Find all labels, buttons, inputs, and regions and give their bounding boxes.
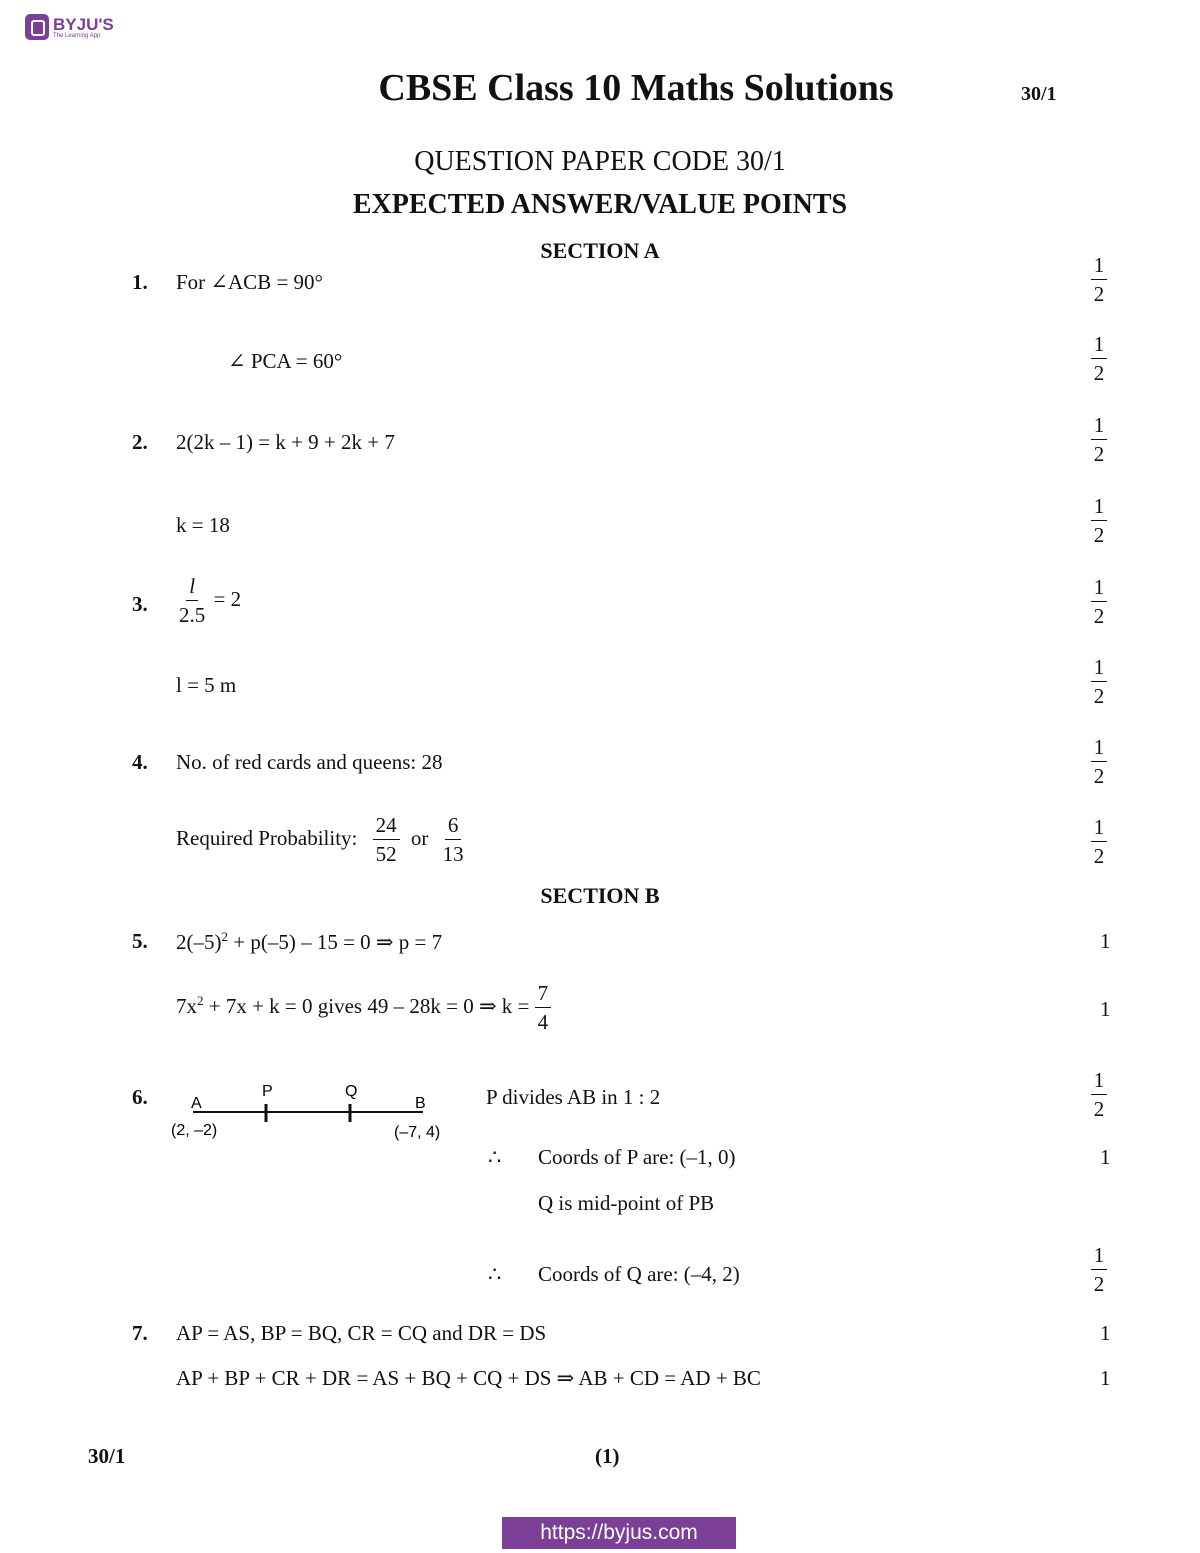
- q6-line2: Coords of P are: (–1, 0): [538, 1145, 736, 1169]
- q6-therefore-1: ∴: [488, 1145, 502, 1169]
- byjus-logo-icon: [25, 14, 49, 40]
- brand-tagline: The Learning App: [53, 32, 101, 39]
- label-q: Q: [345, 1083, 358, 1100]
- q1-line2: ∠ PCA = 60°: [228, 349, 343, 373]
- label-a: A: [191, 1095, 202, 1112]
- q4-line2: Required Probability: $\frac{24}{52}$ or $\frac{6}{13}$: [176, 813, 464, 866]
- q6-mark2: 1: [1100, 1145, 1111, 1169]
- q4-or: or: [410, 825, 429, 850]
- page-number: (1): [595, 1444, 620, 1468]
- question-paper-code: QUESTION PAPER CODE 30/1: [414, 146, 786, 177]
- q4-line1: No. of red cards and queens: 28: [176, 750, 443, 774]
- q3-mark1: $\frac{1}{2}$: [1088, 577, 1110, 627]
- q4-prob-label: Required Probability:: [176, 825, 358, 850]
- byjus-logo: [25, 14, 114, 40]
- q2-mark2: $\frac{1}{2}$: [1088, 496, 1110, 546]
- coord-b: (–7, 4): [394, 1124, 441, 1141]
- q2-line2: k = 18: [176, 513, 230, 537]
- q5-mark2: 1: [1100, 997, 1111, 1021]
- brand-name: BYJU'S: [53, 14, 114, 34]
- paper-code-top: 30/1: [1021, 83, 1057, 105]
- coord-a: (2, –2): [171, 1122, 218, 1139]
- q5-mark1: 1: [1100, 929, 1111, 953]
- label-b: B: [415, 1095, 426, 1112]
- q4-mark1: $\frac{1}{2}$: [1088, 737, 1110, 787]
- q3-frac-num: l: [186, 576, 198, 601]
- q6-number: 6.: [132, 1085, 148, 1109]
- q3-line2: l = 5 m: [176, 673, 237, 697]
- q6-mark1: $\frac{1}{2}$: [1088, 1070, 1110, 1120]
- q5-line1: $2(-5)^2 + p(-5) - 15 = 0$ ⇒ p = 7: [176, 929, 443, 954]
- q7-mark2: 1: [1100, 1366, 1111, 1390]
- q3-number: 3.: [132, 592, 148, 616]
- q2-number: 2.: [132, 430, 148, 454]
- q7-number: 7.: [132, 1321, 148, 1345]
- q3-equation: [176, 576, 241, 626]
- q1-mark2: $\frac{1}{2}$: [1088, 334, 1110, 384]
- q6-line-segment-figure: [165, 1078, 455, 1148]
- q6-line3: Q is mid-point of PB: [538, 1191, 715, 1215]
- q1-number: 1.: [132, 270, 148, 294]
- label-p: P: [262, 1083, 273, 1100]
- website-link[interactable]: https://byjus.com: [502, 1517, 736, 1549]
- q5-line2: $7x^2 + 7x + k = 0$ gives 49 – 28k = 0 ⇒ k = $\frac{7}{4}$: [176, 983, 551, 1033]
- subtitle: EXPECTED ANSWER/VALUE POINTS: [352, 189, 848, 220]
- q6-line1: P divides AB in 1 : 2: [486, 1085, 661, 1109]
- q4-number: 4.: [132, 750, 148, 774]
- q7-line2: AP + BP + CR + DR = AS + BQ + CQ + DS ⇒ AB + CD = AD + BC: [176, 1366, 761, 1390]
- q5-number: 5.: [132, 929, 148, 953]
- q7-mark1: 1: [1100, 1321, 1111, 1345]
- q4-mark2: $\frac{1}{2}$: [1088, 817, 1110, 867]
- page-title: CBSE Class 10 Maths Solutions: [378, 67, 894, 109]
- q6-mark3: $\frac{1}{2}$: [1088, 1245, 1110, 1295]
- q6-therefore-2: ∴: [488, 1262, 502, 1286]
- section-b-heading: SECTION B: [540, 883, 660, 908]
- q1-mark1: $\frac{1}{2}$: [1088, 255, 1110, 305]
- q3-frac-den: 2.5: [179, 603, 206, 627]
- q2-mark1: $\frac{1}{2}$: [1088, 415, 1110, 465]
- q6-line4: Coords of Q are: (–4, 2): [538, 1262, 740, 1286]
- q2-line1: 2(2k – 1) = k + 9 + 2k + 7: [176, 430, 395, 454]
- q1-line1: For ∠ACB = 90°: [176, 270, 323, 294]
- q7-line1: AP = AS, BP = BQ, CR = CQ and DR = DS: [176, 1321, 547, 1345]
- q3-mark2: $\frac{1}{2}$: [1088, 657, 1110, 707]
- q3-rhs: = 2: [213, 586, 242, 611]
- section-a-heading: SECTION A: [540, 238, 660, 263]
- footer-code: 30/1: [88, 1444, 126, 1468]
